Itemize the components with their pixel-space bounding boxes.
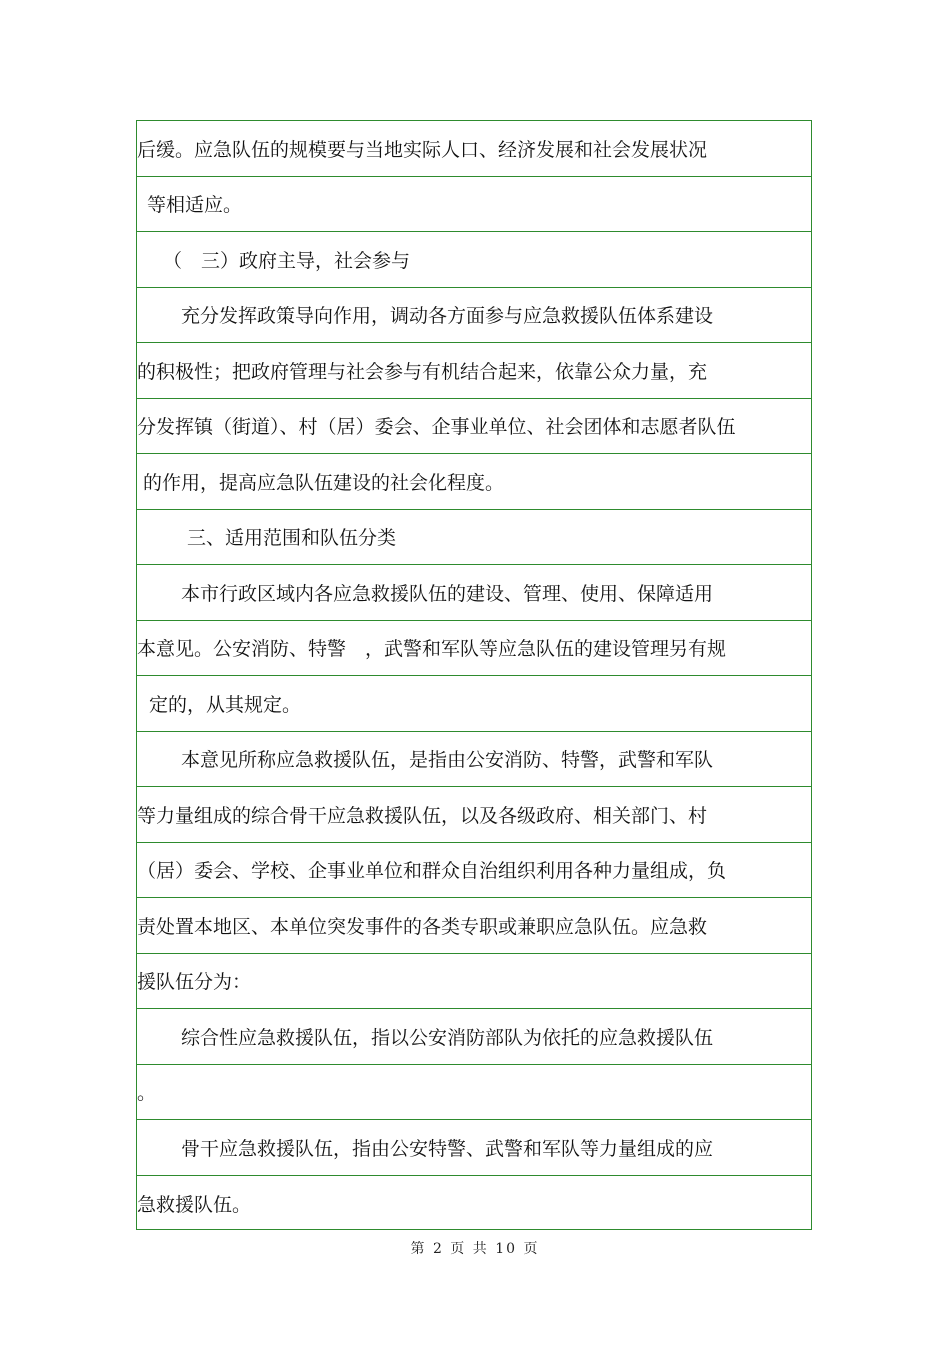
text-line — [137, 454, 811, 510]
line-text: （ 三）政府主导，社会参与 — [163, 249, 411, 272]
text-line — [137, 121, 811, 177]
text-line — [137, 1009, 811, 1065]
text-line — [137, 1120, 811, 1176]
text-line — [137, 898, 811, 954]
line-text: 等力量组成的综合骨干应急救援队伍，以及各级政府、相关部门、村 — [137, 804, 708, 827]
line-text: 充分发挥政策导向作用，调动各方面参与应急救援队伍体系建设 — [181, 305, 714, 328]
line-text: 定的，从其规定。 — [149, 693, 302, 716]
text-line — [137, 288, 811, 344]
page-number: 第 2 页 共 10 页 — [410, 1241, 540, 1257]
line-text: 的积极性；把政府管理与社会参与有机结合起来，依靠公众力量，充 — [137, 360, 708, 383]
text-line — [137, 676, 811, 732]
text-line — [137, 343, 811, 399]
text-line — [137, 843, 811, 899]
line-text: 综合性应急救援队伍，指以公安消防部队为依托的应急救援队伍 — [181, 1026, 714, 1049]
text-line — [137, 177, 811, 233]
line-text: 援队伍分为： — [137, 971, 252, 994]
line-text: （居）委会、学校、企事业单位和群众自治组织利用各种力量组成，负 — [137, 860, 727, 883]
line-text: 分发挥镇（街道）、村（居）委会、企事业单位、社会团体和志愿者队伍 — [137, 416, 736, 439]
line-text: 急救援队伍。 — [137, 1193, 252, 1216]
line-text: 本市行政区域内各应急救援队伍的建设、管理、使用、保障适用 — [181, 582, 714, 605]
text-line — [137, 1065, 811, 1121]
line-text: 责处置本地区、本单位突发事件的各类专职或兼职应急队伍。应急救 — [137, 915, 708, 938]
text-line — [137, 399, 811, 455]
line-text: 本意见所称应急救援队伍，是指由公安消防、特警，武警和军队 — [181, 749, 714, 772]
line-text: 骨干应急救援队伍，指由公安特警、武警和军队等力量组成的应 — [181, 1137, 714, 1160]
section-heading — [137, 232, 811, 288]
section-heading — [137, 510, 811, 566]
line-text: 的作用，提高应急队伍建设的社会化程度。 — [143, 471, 505, 494]
text-line — [137, 732, 811, 788]
text-line — [137, 621, 811, 677]
line-text: 。 — [137, 1082, 157, 1105]
document-table — [136, 120, 812, 1230]
line-text: 等相适应。 — [147, 194, 243, 217]
text-line — [137, 1176, 811, 1232]
text-line — [137, 787, 811, 843]
text-line — [137, 954, 811, 1010]
text-line — [137, 565, 811, 621]
line-text: 后缓。应急队伍的规模要与当地实际人口、经济发展和社会发展状况 — [137, 138, 708, 161]
line-text: 三、适用范围和队伍分类 — [187, 527, 397, 550]
line-text: 本意见。公安消防、特警 ，武警和军队等应急队伍的建设管理另有规 — [137, 638, 727, 661]
